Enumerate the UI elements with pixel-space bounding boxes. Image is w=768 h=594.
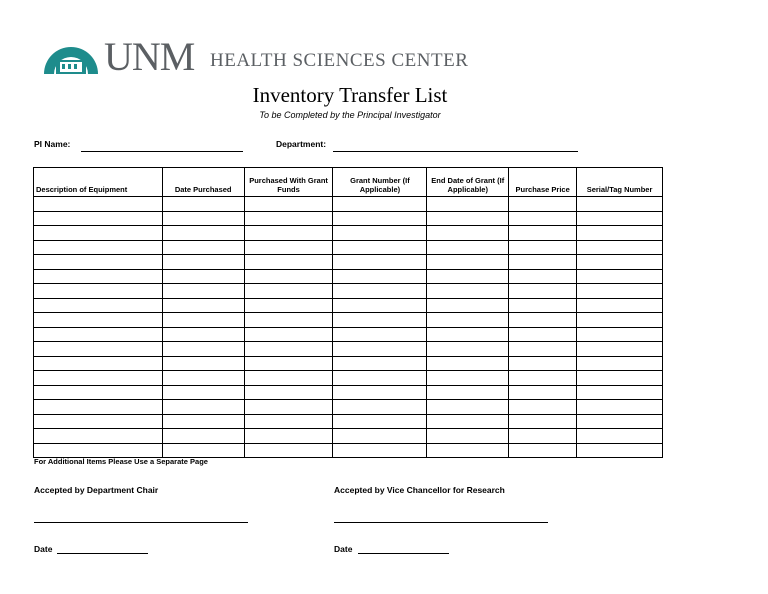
table-row	[34, 269, 663, 284]
table-cell[interactable]	[244, 255, 333, 270]
table-cell[interactable]	[333, 226, 427, 241]
table-cell[interactable]	[333, 269, 427, 284]
table-cell[interactable]	[577, 400, 663, 415]
table-cell[interactable]	[162, 284, 244, 299]
table-cell[interactable]	[509, 313, 577, 328]
table-cell[interactable]	[244, 284, 333, 299]
table-cell[interactable]	[333, 197, 427, 212]
chair-date-label: Date	[34, 544, 53, 554]
table-cell[interactable]	[333, 255, 427, 270]
table-cell[interactable]	[162, 429, 244, 444]
column-header: End Date of Grant (If Applicable)	[427, 168, 509, 197]
table-row	[34, 284, 663, 299]
table-row	[34, 327, 663, 342]
form-subtitle: To be Completed by the Principal Investigator	[259, 110, 441, 120]
table-cell[interactable]	[162, 371, 244, 386]
department-field[interactable]	[333, 151, 578, 152]
column-header: Grant Number (If Applicable)	[333, 168, 427, 197]
unm-logo-mark-icon	[42, 38, 100, 76]
table-row	[34, 371, 663, 386]
table-row	[34, 400, 663, 415]
table-cell[interactable]	[577, 385, 663, 400]
table-cell[interactable]	[509, 342, 577, 357]
chair-signature-field[interactable]	[34, 522, 248, 523]
table-cell[interactable]	[427, 284, 509, 299]
table-row	[34, 226, 663, 241]
table-cell[interactable]	[333, 414, 427, 429]
table-cell[interactable]	[34, 400, 163, 415]
table-cell[interactable]	[34, 443, 163, 458]
table-cell[interactable]	[244, 298, 333, 313]
table-cell[interactable]	[34, 356, 163, 371]
table-cell[interactable]	[577, 255, 663, 270]
table-cell[interactable]	[509, 269, 577, 284]
table-cell[interactable]	[427, 400, 509, 415]
table-cell[interactable]	[427, 226, 509, 241]
table-cell[interactable]	[509, 240, 577, 255]
table-cell[interactable]	[34, 327, 163, 342]
table-cell[interactable]	[244, 226, 333, 241]
table-cell[interactable]	[577, 429, 663, 444]
unm-hsc-logo	[42, 34, 472, 79]
table-row	[34, 255, 663, 270]
table-cell[interactable]	[577, 313, 663, 328]
table-cell[interactable]	[244, 342, 333, 357]
table-cell[interactable]	[244, 313, 333, 328]
chair-date-field[interactable]	[57, 553, 148, 554]
vc-date-field[interactable]	[358, 553, 449, 554]
table-cell[interactable]	[244, 385, 333, 400]
table-cell[interactable]	[162, 443, 244, 458]
table-cell[interactable]	[162, 385, 244, 400]
table-cell[interactable]	[427, 197, 509, 212]
table-cell[interactable]	[333, 240, 427, 255]
table-cell[interactable]	[509, 284, 577, 299]
table-row	[34, 298, 663, 313]
table-row	[34, 211, 663, 226]
table-cell[interactable]	[244, 443, 333, 458]
table-cell[interactable]	[427, 356, 509, 371]
table-cell[interactable]	[244, 429, 333, 444]
table-cell[interactable]	[577, 269, 663, 284]
table-cell[interactable]	[427, 429, 509, 444]
table-cell[interactable]	[162, 298, 244, 313]
table-cell[interactable]	[577, 327, 663, 342]
table-cell[interactable]	[509, 443, 577, 458]
table-cell[interactable]	[577, 226, 663, 241]
table-cell[interactable]	[162, 255, 244, 270]
table-cell[interactable]	[427, 371, 509, 386]
table-cell[interactable]	[427, 269, 509, 284]
table-cell[interactable]	[577, 356, 663, 371]
table-cell[interactable]	[34, 284, 163, 299]
table-cell[interactable]	[577, 197, 663, 212]
table-row	[34, 385, 663, 400]
table-cell[interactable]	[427, 298, 509, 313]
table-cell[interactable]	[577, 298, 663, 313]
table-cell[interactable]	[244, 269, 333, 284]
table-cell[interactable]	[509, 385, 577, 400]
table-cell[interactable]	[509, 429, 577, 444]
table-cell[interactable]	[333, 356, 427, 371]
logo-unm-text: UNM	[104, 34, 195, 79]
logo-hsc-text: HEALTH SCIENCES CENTER	[210, 50, 469, 71]
table-cell[interactable]	[427, 443, 509, 458]
table-header-row	[34, 168, 663, 197]
table-cell[interactable]	[333, 298, 427, 313]
table-cell[interactable]	[162, 313, 244, 328]
table-cell[interactable]	[162, 342, 244, 357]
vc-signature-field[interactable]	[334, 522, 548, 523]
table-cell[interactable]	[427, 255, 509, 270]
table-cell[interactable]	[509, 211, 577, 226]
table-cell[interactable]	[577, 240, 663, 255]
table-cell[interactable]	[333, 385, 427, 400]
table-cell[interactable]	[244, 197, 333, 212]
table-cell[interactable]	[34, 342, 163, 357]
table-row	[34, 356, 663, 371]
table-cell[interactable]	[34, 385, 163, 400]
additional-items-note: For Additional Items Please Use a Separate Page	[34, 457, 208, 466]
table-cell[interactable]	[244, 327, 333, 342]
table-cell[interactable]	[34, 211, 163, 226]
table-cell[interactable]	[577, 414, 663, 429]
table-cell[interactable]	[162, 269, 244, 284]
table-cell[interactable]	[34, 240, 163, 255]
column-header: Purchased With Grant Funds	[244, 168, 333, 197]
table-cell[interactable]	[333, 443, 427, 458]
table-cell[interactable]	[577, 211, 663, 226]
column-header: Date Purchased	[162, 168, 244, 197]
form-title: Inventory Transfer List	[252, 83, 448, 107]
table-cell[interactable]	[577, 342, 663, 357]
table-cell[interactable]	[427, 414, 509, 429]
table-cell[interactable]	[509, 255, 577, 270]
table-cell[interactable]	[244, 240, 333, 255]
table-row	[34, 414, 663, 429]
table-cell[interactable]	[333, 284, 427, 299]
table-cell[interactable]	[509, 197, 577, 212]
table-row	[34, 342, 663, 357]
table-cell[interactable]	[333, 429, 427, 444]
table-cell[interactable]	[509, 298, 577, 313]
table-cell[interactable]	[427, 327, 509, 342]
column-header: Serial/Tag Number	[577, 168, 663, 197]
inventory-table	[33, 167, 663, 458]
table-cell[interactable]	[333, 327, 427, 342]
table-cell[interactable]	[509, 226, 577, 241]
table-cell[interactable]	[509, 356, 577, 371]
table-cell[interactable]	[34, 313, 163, 328]
table-cell[interactable]	[244, 211, 333, 226]
table-cell[interactable]	[577, 371, 663, 386]
table-cell[interactable]	[244, 414, 333, 429]
table-cell[interactable]	[162, 240, 244, 255]
table-cell[interactable]	[34, 414, 163, 429]
table-cell[interactable]	[427, 211, 509, 226]
table-cell[interactable]	[34, 429, 163, 444]
table-cell[interactable]	[577, 284, 663, 299]
accepted-vc-label: Accepted by Vice Chancellor for Research	[334, 485, 505, 495]
table-cell[interactable]	[34, 269, 163, 284]
table-cell[interactable]	[162, 414, 244, 429]
table-row	[34, 197, 663, 212]
table-cell[interactable]	[509, 414, 577, 429]
table-cell[interactable]	[34, 255, 163, 270]
table-row	[34, 240, 663, 255]
table-cell[interactable]	[34, 197, 163, 212]
table-cell[interactable]	[34, 371, 163, 386]
table-cell[interactable]	[509, 371, 577, 386]
table-cell[interactable]	[162, 226, 244, 241]
table-cell[interactable]	[577, 443, 663, 458]
table-cell[interactable]	[162, 327, 244, 342]
accepted-chair-label: Accepted by Department Chair	[34, 485, 159, 495]
table-cell[interactable]	[34, 226, 163, 241]
department-label: Department:	[276, 139, 327, 149]
inventory-table-body	[34, 197, 663, 458]
table-cell[interactable]	[333, 342, 427, 357]
table-cell[interactable]	[162, 356, 244, 371]
pi-name-field[interactable]	[81, 151, 243, 152]
table-cell[interactable]	[34, 298, 163, 313]
table-cell[interactable]	[427, 240, 509, 255]
table-cell[interactable]	[162, 197, 244, 212]
table-cell[interactable]	[162, 400, 244, 415]
table-cell[interactable]	[333, 371, 427, 386]
table-cell[interactable]	[162, 211, 244, 226]
column-header: Description of Equipment	[34, 168, 163, 197]
table-row	[34, 443, 663, 458]
table-cell[interactable]	[509, 327, 577, 342]
table-cell[interactable]	[509, 400, 577, 415]
table-cell[interactable]	[333, 313, 427, 328]
column-header: Purchase Price	[509, 168, 577, 197]
table-cell[interactable]	[244, 400, 333, 415]
vc-date-label: Date	[334, 544, 353, 554]
table-row	[34, 429, 663, 444]
table-cell[interactable]	[244, 371, 333, 386]
table-cell[interactable]	[427, 385, 509, 400]
table-cell[interactable]	[427, 342, 509, 357]
table-cell[interactable]	[244, 356, 333, 371]
pi-name-label: PI Name:	[34, 139, 71, 149]
table-cell[interactable]	[333, 211, 427, 226]
table-cell[interactable]	[333, 400, 427, 415]
table-row	[34, 313, 663, 328]
table-cell[interactable]	[427, 313, 509, 328]
